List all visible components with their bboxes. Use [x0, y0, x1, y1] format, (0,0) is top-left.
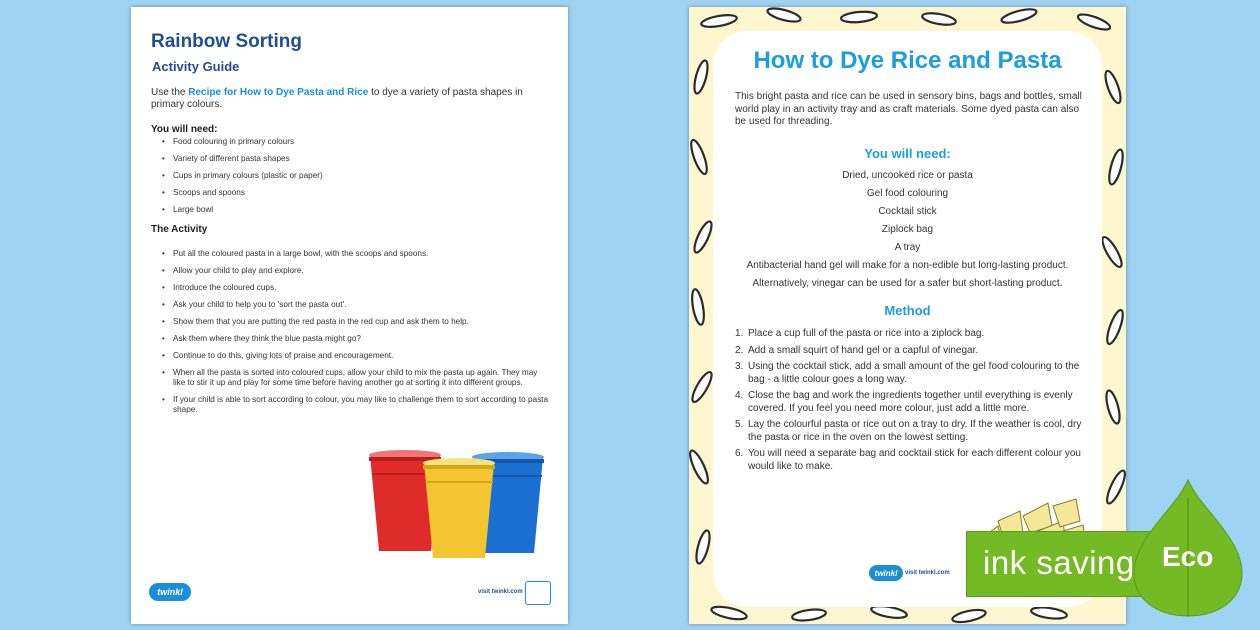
- footer-url: visit twinkl.com: [478, 589, 523, 595]
- list-item: Dried, uncooked rice or pasta: [842, 170, 973, 181]
- recipe-intro: This bright pasta and rice can be used in sensory bins, bags and bottles, small world play in an activity tray and as craft materials. Some dyed pasta can also be used for threading.: [735, 91, 1082, 127]
- list-item: • Food colouring in primary colours: [159, 137, 549, 147]
- footer-url: visit twinkl.com: [905, 570, 950, 576]
- list-item: Gel food colouring: [866, 188, 949, 199]
- list-item: • Put all the coloured pasta in a large bowl, with the scoops and spoons.: [159, 249, 549, 259]
- step-text: You will need a separate bag and cocktail stick for each different colour you would like to make.: [748, 448, 1081, 472]
- list-item: • Cups in primary colours (plastic or paper): [159, 171, 549, 181]
- step-text: Using the cocktail stick, add a small amount of the gel food colouring to the bag - a little colour goes a long way.: [748, 361, 1080, 385]
- method-step: 1. Place a cup full of the pasta or rice into a ziplock bag.: [735, 328, 985, 339]
- list-item: • Ask them where they think the blue pasta might go?: [159, 334, 549, 344]
- list-item: Alternatively, vinegar can be used for a safer but short-lasting product.: [752, 278, 1063, 289]
- step-text: Add a small squirt of hand gel or a capful of vinegar.: [748, 344, 979, 356]
- recipe-link[interactable]: Recipe for How to Dye Pasta and Rice: [188, 87, 369, 98]
- activity-guide-page: [131, 7, 568, 624]
- method-step: 3. Using the cocktail stick, add a small amount of the gel food colouring to the bag - a little colour goes a long way.: [735, 361, 1080, 385]
- recipe-title: How to Dye Rice and Pasta: [753, 47, 1062, 74]
- list-item: Ziplock bag: [881, 224, 934, 235]
- list-item: • Continue to do this, giving lots of praise and encouragement.: [159, 351, 549, 361]
- method-heading: Method: [884, 303, 931, 318]
- coloured-cups-illustration: [368, 445, 550, 560]
- list-item: • Ask your child to help you to 'sort the pasta out'.: [159, 300, 549, 310]
- list-item: • Scoops and spoons: [159, 188, 549, 198]
- recipe-card: [713, 31, 1102, 607]
- page-title: Rainbow Sorting: [151, 31, 302, 52]
- step-text: Lay the colourful pasta or rice out on a tray to dry. If the weather is cool, dry the pasta or rice in the oven on the lowest setting.: [748, 419, 1082, 443]
- ink-saving-text: ink saving: [983, 544, 1135, 581]
- method-step: 5. Lay the colourful pasta or rice out on a tray to dry. If the weather is cool, dry the pasta or rice in the oven on the lowest setting.: [735, 419, 1082, 443]
- method-step: 6. You will need a separate bag and cocktail stick for each different colour you would like to make.: [735, 448, 1081, 472]
- quality-badge-icon: [525, 581, 551, 605]
- need-heading: You will need:: [864, 146, 951, 161]
- page-subtitle: Activity Guide: [152, 59, 240, 74]
- need-list: [159, 137, 549, 222]
- yellow-cup: [423, 458, 495, 558]
- step-text: Close the bag and work the ingredients together until everything is evenly covered. If you feel you need more colour, just add a little more.: [748, 390, 1073, 414]
- intro-suffix: to dye a variety of pasta shapes in primary colours.: [151, 87, 523, 110]
- method-step: 2. Add a small squirt of hand gel or a capful of vinegar.: [735, 344, 979, 356]
- intro-prefix: Use the: [151, 87, 189, 98]
- activity-list: [159, 249, 549, 422]
- list-item: • If your child is able to sort according to colour, you may like to challenge them to sort according to pasta shape.: [159, 395, 549, 415]
- list-item: Cocktail stick: [878, 206, 937, 217]
- twinkl-logo: twinkl: [149, 583, 191, 601]
- list-item: • Introduce the coloured cups.: [159, 283, 549, 293]
- list-item: Antibacterial hand gel will make for a non-edible but long-lasting product.: [746, 260, 1069, 271]
- list-item: • When all the pasta is sorted into coloured cups, allow your child to mix the pasta up again. They may like to stir it up and play for some time before having another go at sorting it into different groups.: [159, 368, 549, 388]
- twinkl-logo: twinkl: [869, 565, 903, 581]
- list-item: • Show them that you are putting the red pasta in the red cup and ask them to help.: [159, 317, 549, 327]
- method-step: 4. Close the bag and work the ingredients together until everything is evenly covered. If you feel you need more colour, just add a little more.: [735, 390, 1073, 414]
- list-item: A tray: [894, 242, 921, 253]
- list-item: • Large bowl: [159, 205, 549, 215]
- activity-heading: The Activity: [151, 224, 208, 235]
- ink-saving-banner: [966, 531, 1154, 597]
- need-list: [713, 167, 1102, 293]
- method-list: [735, 328, 1085, 477]
- intro-paragraph: [151, 87, 547, 111]
- list-item: • Variety of different pasta shapes: [159, 154, 549, 164]
- eco-label: Eco: [1162, 541, 1214, 572]
- list-item: • Allow your child to play and explore.: [159, 266, 549, 276]
- step-text: Place a cup full of the pasta or rice into a ziplock bag.: [748, 328, 985, 339]
- need-heading: You will need:: [151, 124, 218, 135]
